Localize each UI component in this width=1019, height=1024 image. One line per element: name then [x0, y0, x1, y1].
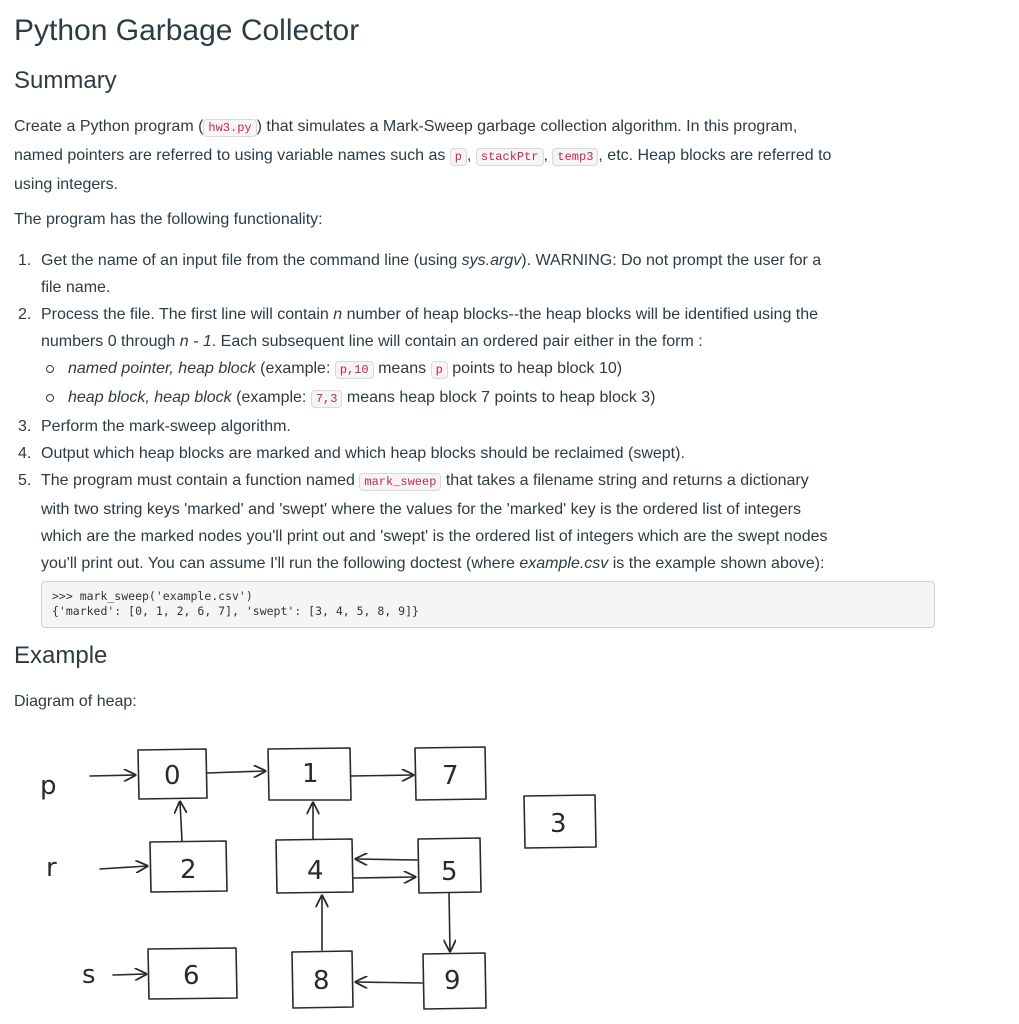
code-example-73: 7,3 — [311, 390, 343, 408]
list-item-5: 5. The program must contain a function named mark_sweep that takes a filename string and returns a dictionary with two string keys 'marked' and 'swept' where the values for the 'marked' key is the ordered list of integers which are the marked nodes you'll print out and 'swept' is the ordered list of integers which are the swept nodes you'll print out. You can assume I'll run the following doctest (where example.csv is the example shown above): >>> mark_sweep('example.csv') {'marked': [0, 1, 2, 6, 7], 'swept': [3, 4, 5, 8, 9]} — [14, 467, 974, 628]
heap-block-7 — [415, 747, 486, 800]
diagram-caption: Diagram of heap: — [14, 693, 137, 710]
svg-text:9: 9 — [444, 966, 461, 996]
code-hw3-py: hw3.py — [203, 119, 256, 137]
heap-block-5 — [418, 838, 481, 893]
edge-0-to-1 — [207, 771, 265, 773]
edge-5-to-4 — [356, 859, 417, 860]
heap-block-6 — [148, 948, 237, 999]
code-line: >>> mark_sweep('example.csv') — [52, 589, 253, 603]
edge-5-to-9 — [449, 893, 450, 951]
summary-heading: Summary — [14, 67, 117, 94]
edge-p-to-0 — [90, 775, 135, 776]
edge-4-to-5 — [354, 877, 415, 878]
code-line: {'marked': [0, 1, 2, 6, 7], 'swept': [3, 4, 5, 8, 9]} — [52, 604, 419, 618]
heap-block-4 — [276, 839, 353, 893]
edge-s-to-6 — [113, 974, 146, 975]
code-mark-sweep: mark_sweep — [359, 473, 441, 491]
edge-r-to-2 — [100, 866, 147, 869]
svg-text:3: 3 — [550, 809, 567, 839]
sublist — [41, 355, 974, 413]
summary-paragraph: Create a Python program ( hw3.py ) that simulates a Mark-Sweep garbage collection algorithm. In this program, named pointers are referred to using variable names such as p , stackPtr , temp3 , etc. Heap blocks are referred to using integers. — [14, 118, 832, 193]
heap-block-0 — [138, 749, 207, 799]
svg-text:4: 4 — [307, 856, 324, 886]
svg-text:2: 2 — [180, 855, 197, 885]
functionality-list — [14, 247, 974, 628]
heap-block-9 — [423, 953, 486, 1009]
code-temp3: temp3 — [552, 148, 598, 166]
svg-text:7: 7 — [442, 761, 459, 791]
code-p: p — [450, 148, 467, 166]
sublist-item-named-pointer: named pointer, heap block (example: p,10 means p points to heap block 10) — [41, 355, 974, 384]
code-example-p10: p,10 — [335, 361, 374, 379]
edge-1-to-7 — [351, 775, 413, 776]
pointer-label-p: p — [40, 771, 57, 801]
list-item-3: 3. Perform the mark-sweep algorithm. — [18, 418, 291, 435]
heap-block-1 — [268, 748, 351, 800]
list-item-4: 4. Output which heap blocks are marked and which heap blocks should be reclaimed (swept). — [18, 445, 685, 462]
svg-text:5: 5 — [441, 857, 458, 887]
heap-block-3 — [524, 795, 596, 848]
heap-diagram — [30, 736, 610, 1016]
doctest-code-block — [41, 581, 935, 628]
edge-2-to-0 — [180, 802, 182, 841]
code-stackptr: stackPtr — [476, 148, 544, 166]
example-heading: Example — [14, 642, 108, 669]
pointer-label-s: s — [82, 960, 96, 990]
svg-text:1: 1 — [302, 759, 319, 789]
list-item-2: 2. Process the file. The first line will contain n number of heap blocks--the heap blocks will be identified using the numbers 0 through n - 1. Each subsequent line will contain an ordered pair either in the form : named pointer, heap block (example: p,10 means p points to heap block 10) heap block, heap block (example: 7,3 means heap block 7 points to heap block 3) — [14, 301, 974, 413]
pointer-label-r: r — [46, 853, 57, 883]
circle-bullet-icon — [46, 365, 54, 373]
svg-text:0: 0 — [164, 761, 181, 791]
page-title: Python Garbage Collector — [14, 14, 360, 47]
svg-text:6: 6 — [183, 961, 200, 991]
edge-9-to-8 — [356, 982, 422, 983]
list-item-1: 1. Get the name of an input file from the command line (using sys.argv). WARNING: Do not prompt the user for a file name. — [18, 252, 822, 296]
code-p: p — [431, 361, 448, 379]
svg-text:8: 8 — [313, 966, 330, 996]
circle-bullet-icon — [46, 394, 54, 402]
sublist-item-heap-block: heap block, heap block (example: 7,3 means heap block 7 points to heap block 3) — [41, 384, 974, 413]
heap-block-8 — [292, 951, 353, 1008]
heap-block-2 — [150, 841, 227, 892]
functionality-intro: The program has the following functionality: — [14, 211, 323, 228]
